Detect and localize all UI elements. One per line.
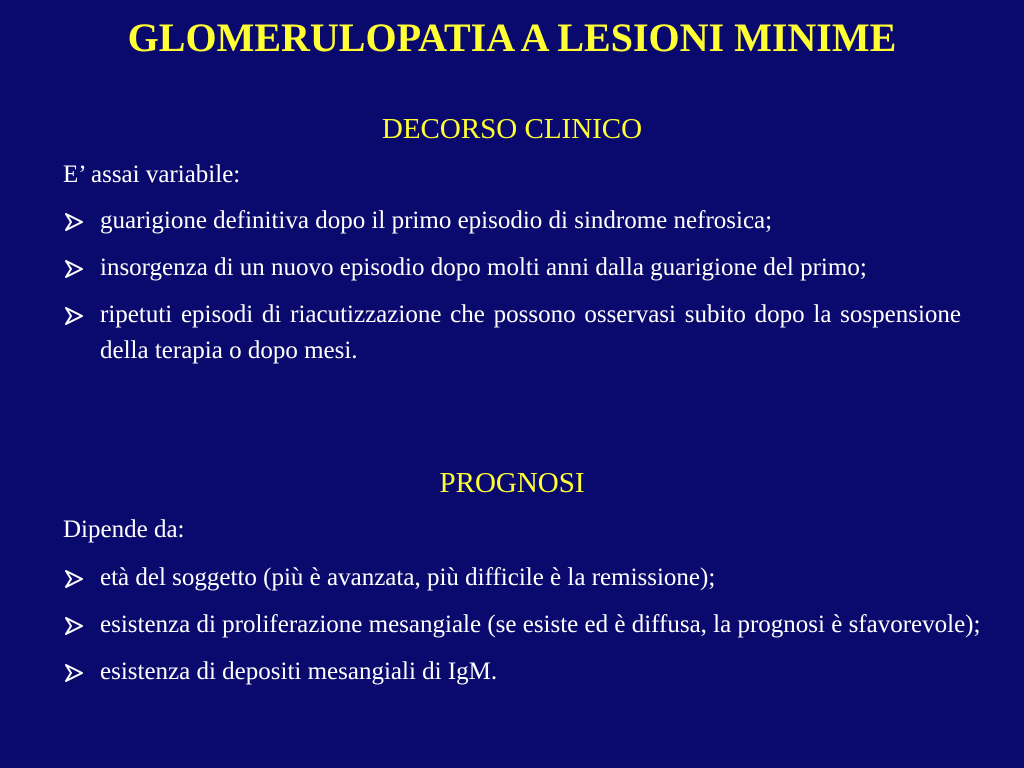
arrow-bullet-icon (63, 560, 87, 596)
list-item-text: insorgenza di un nuovo episodio dopo molti anni dalla guarigione del primo; (100, 254, 867, 281)
decorso-list (63, 203, 961, 380)
list-item-text: età del soggetto (più è avanzata, più difficile è la remissione); (100, 564, 716, 591)
list-item (63, 203, 961, 239)
list-item-text: ripetuti episodi di riacutizzazione che possono osservasi subito dopo la sospensione della terapia o dopo mesi. (100, 301, 961, 364)
slide-title: GLOMERULOPATIA A LESIONI MINIME (127, 15, 897, 60)
arrow-bullet-icon (63, 297, 87, 333)
arrow-bullet-icon (63, 250, 87, 286)
list-item-text: esistenza di proliferazione mesangiale (se esiste ed è diffusa, la prognosi è sfavorevole); (100, 611, 981, 638)
arrow-bullet-icon (63, 203, 87, 239)
section-heading-decorso: DECORSO CLINICO (381, 113, 643, 145)
prognosi-intro: Dipende da: (63, 516, 185, 543)
arrow-bullet-icon (63, 607, 87, 643)
section-heading-prognosi: PROGNOSI (439, 467, 585, 499)
arrow-bullet-icon (63, 654, 87, 690)
list-item-text: guarigione definitiva dopo il primo episodio di sindrome nefrosica; (100, 207, 773, 234)
decorso-intro: E’ assai variabile: (63, 161, 241, 188)
list-item (63, 607, 985, 643)
list-item (63, 297, 961, 369)
list-item-text: esistenza di depositi mesangiali di IgM. (100, 658, 498, 685)
list-item (63, 560, 985, 596)
list-item (63, 654, 985, 690)
list-item (63, 250, 961, 286)
prognosi-list (63, 560, 985, 701)
